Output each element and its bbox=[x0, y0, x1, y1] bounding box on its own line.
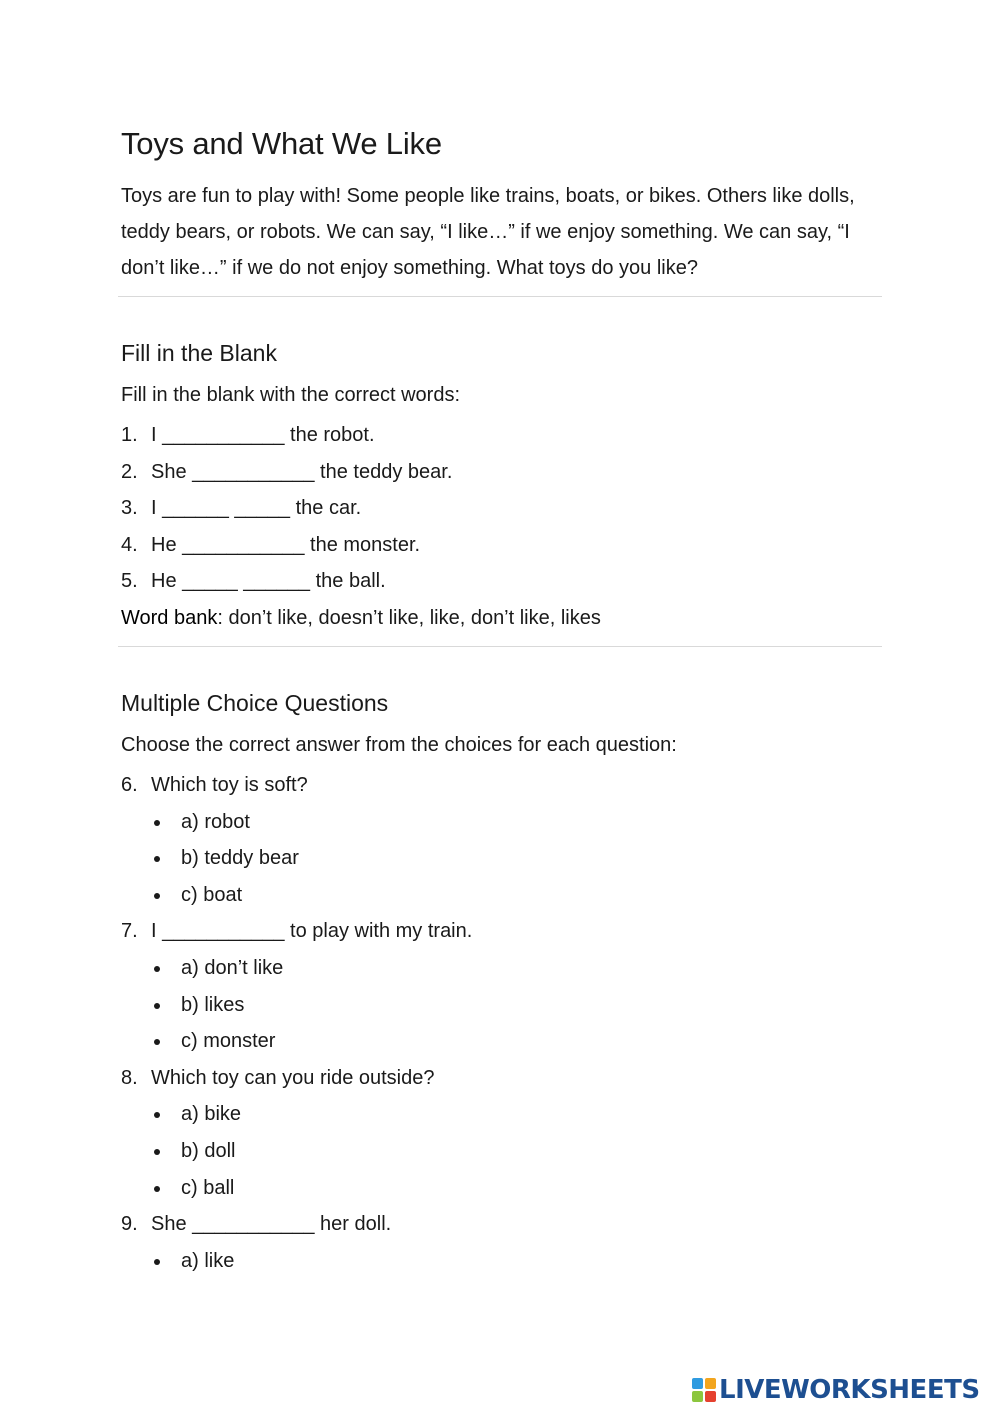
question-text: Which toy is soft? bbox=[151, 773, 308, 796]
option-text: c) monster bbox=[181, 1030, 276, 1053]
option-item bbox=[121, 1243, 881, 1280]
item-text: He ___________ the monster. bbox=[151, 533, 421, 556]
bullet-icon bbox=[154, 1039, 160, 1045]
question-item bbox=[121, 913, 881, 1059]
bullet-icon bbox=[154, 966, 160, 972]
option-text: a) robot bbox=[181, 810, 250, 833]
option-item bbox=[121, 1170, 881, 1207]
divider bbox=[118, 296, 882, 297]
option-item bbox=[121, 1023, 881, 1060]
fill-blank-item bbox=[121, 563, 881, 600]
intro-paragraph: Toys are fun to play with! Some people like trains, boats, or bikes. Others like dolls, teddy bears, or robots. We can say, “I like…” if we enjoy something. We can say, “I don’t like…” if we do not enjoy something. What toys do you like? bbox=[121, 185, 855, 279]
page-title: Toys and What We Like bbox=[121, 126, 442, 161]
fill-blank-item bbox=[121, 490, 881, 527]
question-number: 9. bbox=[121, 1213, 138, 1236]
item-number: 3. bbox=[121, 497, 138, 520]
option-text: a) don’t like bbox=[181, 956, 284, 979]
multiple-choice-instruction: Choose the correct answer from the choices for each question: bbox=[121, 733, 677, 756]
fill-blank-instruction: Fill in the blank with the correct words: bbox=[121, 384, 461, 406]
option-text: a) bike bbox=[181, 1103, 242, 1126]
bullet-icon bbox=[154, 1186, 160, 1192]
fill-blank-item bbox=[121, 417, 881, 454]
logo-tile bbox=[705, 1378, 716, 1389]
divider bbox=[118, 646, 882, 647]
item-number: 5. bbox=[121, 570, 138, 593]
bullet-icon bbox=[154, 856, 160, 862]
question-number: 7. bbox=[121, 920, 138, 943]
question-number: 8. bbox=[121, 1066, 138, 1089]
fill-blank-item bbox=[121, 454, 881, 491]
logo-tiles-icon bbox=[692, 1378, 716, 1402]
fill-blank-heading: Fill in the Blank bbox=[121, 340, 277, 366]
option-text: c) ball bbox=[181, 1176, 235, 1199]
options-list bbox=[151, 950, 881, 1060]
question-item bbox=[121, 767, 881, 913]
fill-blank-item bbox=[121, 527, 881, 564]
bullet-icon bbox=[154, 1003, 160, 1009]
item-number: 4. bbox=[121, 533, 138, 556]
option-item bbox=[121, 1096, 881, 1133]
word-bank-values: : don’t like, doesn’t like, like, don’t like, likes bbox=[217, 606, 601, 629]
word-bank-label: Word bank bbox=[121, 606, 218, 629]
logo-tile bbox=[692, 1378, 703, 1389]
question-number: 6. bbox=[121, 773, 138, 796]
bullet-icon bbox=[154, 1149, 160, 1155]
question-item bbox=[121, 1206, 881, 1279]
item-text: He _____ ______ the ball. bbox=[151, 570, 386, 593]
option-text: a) like bbox=[181, 1249, 235, 1272]
logo-tile bbox=[705, 1391, 716, 1402]
question-item bbox=[121, 1060, 881, 1206]
question-text: I ___________ to play with my train. bbox=[151, 920, 473, 943]
word-bank bbox=[121, 604, 881, 632]
item-text: I ___________ the robot. bbox=[151, 424, 375, 446]
liveworksheets-logo[interactable] bbox=[692, 1374, 980, 1406]
option-item bbox=[121, 840, 881, 877]
question-text: She ___________ her doll. bbox=[151, 1213, 392, 1236]
worksheet bbox=[121, 122, 881, 1279]
option-text: b) doll bbox=[181, 1139, 236, 1162]
option-item bbox=[121, 1133, 881, 1170]
item-text: She ___________ the teddy bear. bbox=[151, 460, 453, 483]
item-text: I ______ _____ the car. bbox=[151, 497, 362, 520]
multiple-choice-list bbox=[121, 767, 881, 1279]
item-number: 1. bbox=[121, 424, 138, 446]
option-item bbox=[121, 950, 881, 987]
options-list bbox=[151, 804, 881, 914]
bullet-icon bbox=[154, 893, 160, 899]
option-text: b) likes bbox=[181, 993, 245, 1016]
item-number: 2. bbox=[121, 460, 138, 483]
bullet-icon bbox=[154, 1112, 160, 1118]
option-item bbox=[121, 877, 881, 914]
option-text: b) teddy bear bbox=[181, 847, 299, 870]
bullet-icon bbox=[154, 820, 160, 826]
fill-blank-list bbox=[121, 417, 881, 600]
options-list bbox=[151, 1096, 881, 1206]
logo-text: LIVEWORKSHEETS bbox=[719, 1375, 980, 1405]
bullet-icon bbox=[154, 1259, 160, 1265]
logo-tile bbox=[692, 1391, 703, 1402]
option-text: c) boat bbox=[181, 883, 243, 906]
option-item bbox=[121, 804, 881, 841]
question-text: Which toy can you ride outside? bbox=[151, 1066, 435, 1089]
option-item bbox=[121, 987, 881, 1024]
options-list bbox=[151, 1243, 881, 1280]
multiple-choice-heading: Multiple Choice Questions bbox=[121, 689, 389, 716]
